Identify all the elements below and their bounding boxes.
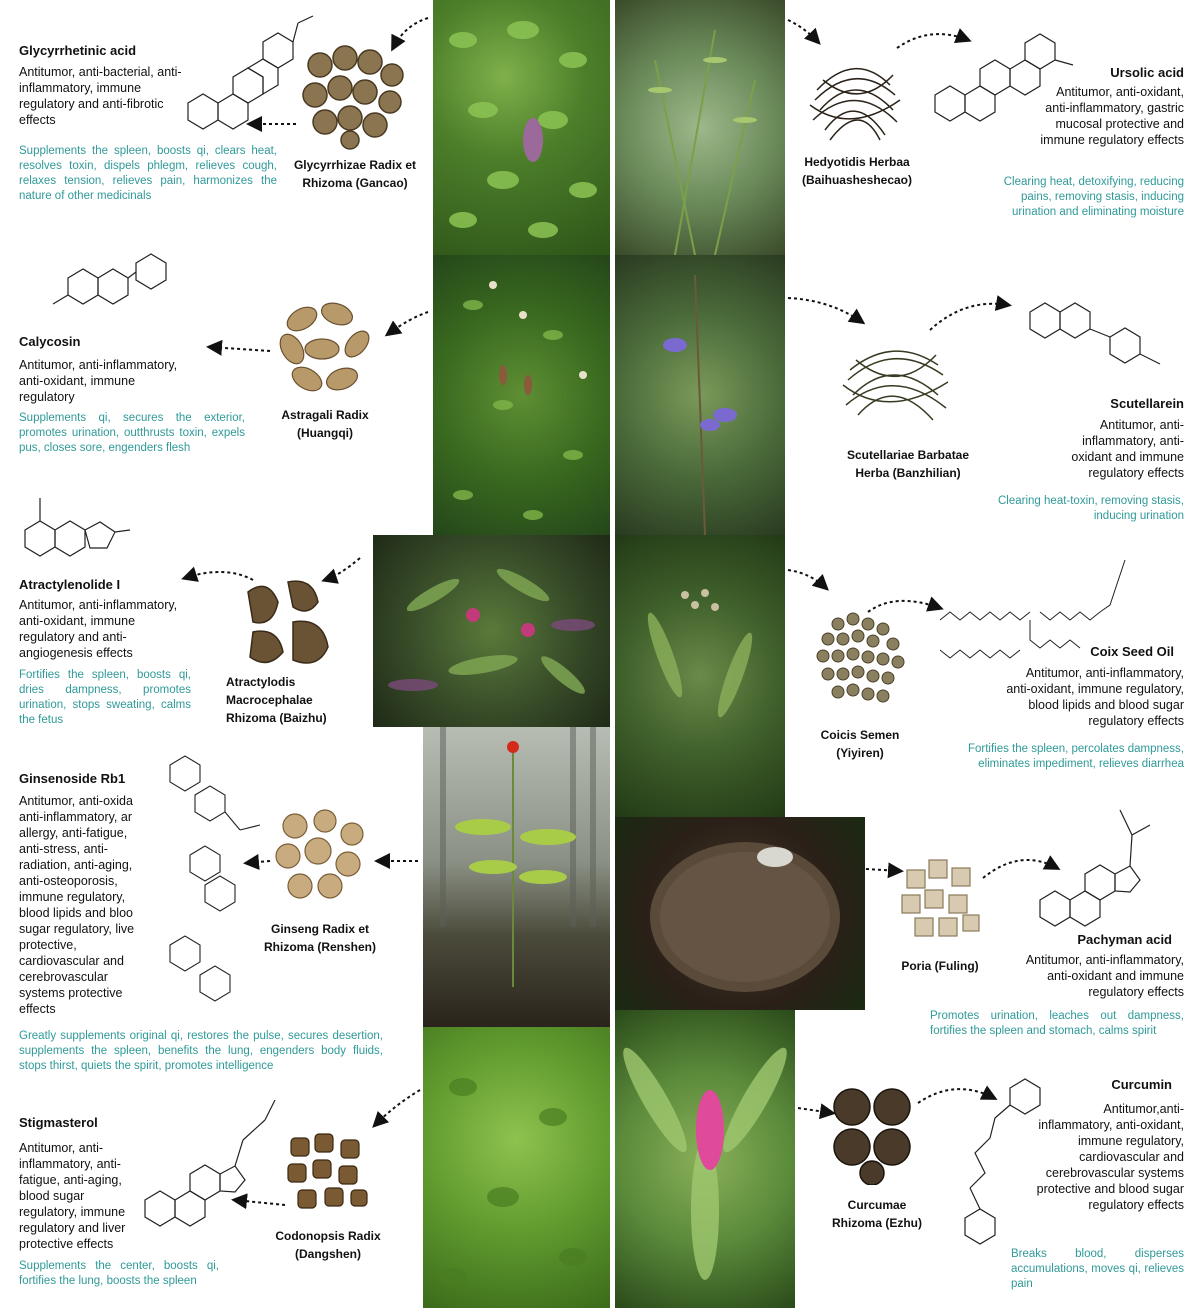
herb-name-line: Rhizoma (Ezhu) xyxy=(832,1216,922,1230)
compound-name: Coix Seed Oil xyxy=(1090,644,1174,659)
herb-name-line: (Dangshen) xyxy=(295,1247,361,1261)
tcm-functions: Fortifies the spleen, percolates dampness, eliminates impediment, relieves diarrhea xyxy=(967,743,1184,770)
herb-name-line: Herba (Banzhilian) xyxy=(855,466,961,480)
compound-name: Pachyman acid xyxy=(1077,932,1172,947)
herb-name-line: Glycyrrhizae Radix et xyxy=(293,158,417,172)
tcm-functions: Supplements qi, secures the exterior, promotes urination, outthrusts toxin, expels pus, closes sore, engenders flesh xyxy=(19,412,245,454)
compound-effects: Antitumor, anti-inflammatory, anti-oxidant, immune regulatory xyxy=(19,358,178,404)
tcm-functions: Supplements the center, boosts qi, fortifies the lung, boosts the spleen xyxy=(19,1260,219,1287)
compound-effects: Antitumor, anti-oxidant, anti-inflammatory, gastric mucosal protective and immune regulatory effects xyxy=(1040,85,1184,147)
herb-name-line: Ginseng Radix et xyxy=(270,922,370,936)
herb-name-line: Atractylodis xyxy=(226,675,296,689)
tcm-functions: Fortifies the spleen, boosts qi, dries dampness, promotes urination, stops sweating, calms the fetus xyxy=(19,669,191,726)
tcm-functions: Clearing heat, detoxifying, reducing pains, removing stasis, inducing urination and eliminating moisture xyxy=(1003,176,1184,218)
herb-name-line: (Huangqi) xyxy=(297,426,353,440)
compound-effects: Antitumor, anti-oxida anti-inflammatory, ar allergy, anti-fatigue, anti-stress, anti-radiation, anti-aging, anti-osteoporosis, immune regulatory, blood lipids and bloo sugar regulatory, live protective, cardiovascular and cerebrovascular systems protective effects xyxy=(19,794,135,1016)
tcm-functions: Clearing heat-toxin, removing stasis, inducing urination xyxy=(998,495,1184,522)
herb-name-line: Scutellariae Barbatae xyxy=(846,448,970,462)
compound-name: Stigmasterol xyxy=(19,1115,98,1130)
compound-effects: Antitumor, anti-inflammatory, anti-oxidant, immune regulatory, blood lipids and blood sugar regulatory effects xyxy=(1006,666,1184,728)
compound-name: Ursolic acid xyxy=(1110,65,1184,80)
herb-name-line: Rhizoma (Gancao) xyxy=(302,176,408,190)
compound-effects: Antitumor,anti-inflammatory, anti-oxidant, immune regulatory, cardiovascular and cerebrovascular systems protective and blood sugar regulatory effects xyxy=(1036,1102,1184,1212)
compound-name: Curcumin xyxy=(1111,1077,1172,1092)
tcm-functions: Breaks blood, disperses accumulations, moves qi, relieves pain xyxy=(1011,1248,1184,1290)
compound-name: Scutellarein xyxy=(1110,396,1184,411)
compound-name: Atractylenolide I xyxy=(19,577,121,592)
herb-name-line: Coicis Semen xyxy=(820,728,900,742)
tcm-functions: Promotes urination, leaches out dampness, fortifies the spleen and stomach, calms spirit xyxy=(930,1010,1184,1037)
tcm-functions: Supplements the spleen, boosts qi, clears heat, resolves toxin, dispels phlegm, relieves cough, relaxes tension, relieves pain, harmonizes the nature of other medicinals xyxy=(19,145,277,202)
compound-effects: Antitumor, anti-inflammatory, anti-fatigue, anti-aging, blood sugar regulatory, immune regulatory and liver protective effects xyxy=(19,1141,126,1251)
herb-name-line: Astragali Radix xyxy=(281,408,369,422)
compound-effects: Antitumor, anti-bacterial, anti-inflammatory, immune regulatory and anti-fibrotic effects xyxy=(19,65,182,127)
herb-name-line: (Yiyiren) xyxy=(836,746,884,760)
compound-effects: Antitumor, anti-inflammatory, anti-oxidant and immune regulatory effects xyxy=(1025,953,1184,999)
herb-name-line: (Baihuasheshecao) xyxy=(801,173,913,187)
compound-name: Ginsenoside Rb1 xyxy=(19,771,126,786)
herb-name-line: Rhizoma (Renshen) xyxy=(263,940,376,954)
herb-name-line: Rhizoma (Baizhu) xyxy=(226,711,327,725)
compound-name: Glycyrrhetinic acid xyxy=(19,43,137,58)
tcm-functions: Greatly supplements original qi, restores the pulse, secures desertion, supplements the spleen, benefits the lung, engenders body fluids, stops thirst, quiets the spirit, promotes intelligence xyxy=(19,1030,383,1072)
herb-name-line: Poria (Fuling) xyxy=(901,959,979,973)
compound-name: Calycosin xyxy=(19,334,81,349)
herb-name-line: Hedyotidis Herbaa xyxy=(804,155,910,169)
compound-effects: Antitumor, anti-inflammatory, anti-oxidant and immune regulatory effects xyxy=(1071,418,1184,480)
herb-name-line: Macrocephalae xyxy=(226,693,313,707)
herb-name-line: Codonopsis Radix xyxy=(275,1229,381,1243)
herb-name-line: Curcumae xyxy=(847,1198,907,1212)
compound-effects: Antitumor, anti-inflammatory, anti-oxidant, immune regulatory and anti-angiogenesis effects xyxy=(19,598,178,660)
